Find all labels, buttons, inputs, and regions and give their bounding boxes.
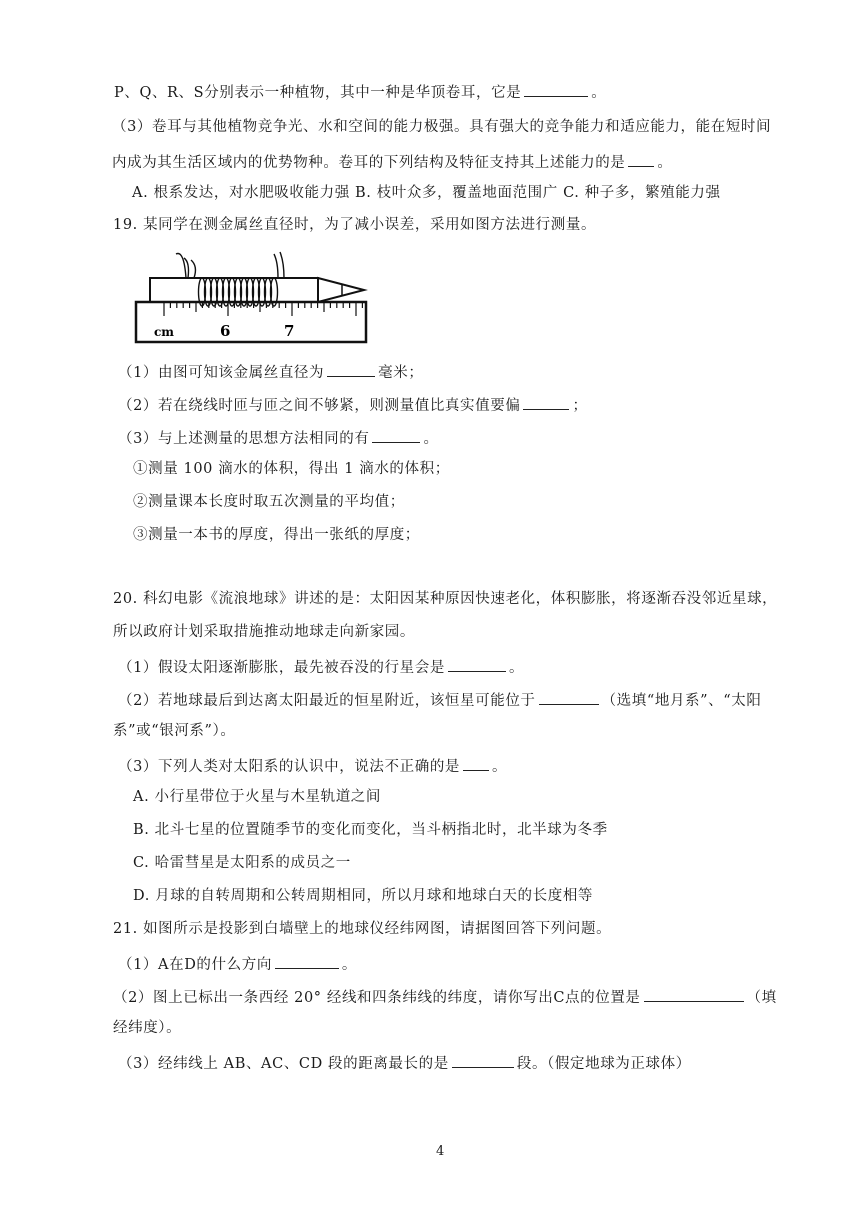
q18-line2: （3）卷耳与其他植物竞争光、水和空间的能力极强。具有强大的竞争能力和适应能力，能在短时间	[112, 119, 772, 135]
q18-line3: 内成为其生活区域内的优势物种。卷耳的下列结构及特征支持其上述能力的是 。	[112, 150, 673, 173]
ruler-unit-label: cm	[154, 325, 175, 339]
answer-blank	[452, 1051, 514, 1068]
q19-part1: （1）由图可知该金属丝直径为 毫米；	[118, 360, 423, 383]
answer-blank	[628, 150, 654, 167]
page-number: 4	[436, 1144, 445, 1159]
q21-part3: （3）经纬线上 AB、AC、CD 段的距离最长的是 段。（假定地球为正球体）	[118, 1051, 691, 1074]
q20-part1: （1）假设太阳逐渐膨胀，最先被吞没的行星会是 。	[118, 655, 524, 678]
q19-item-1: ①测量 100 滴水的体积，得出 1 滴水的体积；	[133, 461, 450, 477]
q20-option-b: B. 北斗七星的位置随季节的变化而变化，当斗柄指北时，北半球为冬季	[133, 822, 608, 838]
answer-blank	[539, 688, 599, 705]
q20-part2: （2）若地球最后到达离太阳最近的恒星附近，该恒星可能位于 （选填“地月系”、“太阳	[118, 688, 761, 711]
answer-blank	[644, 985, 744, 1002]
answer-blank	[275, 952, 339, 969]
q20-option-a: A. 小行星带位于火星与木星轨道之间	[133, 789, 381, 805]
q20-stem-line2: 所以政府计划采取措施推动地球走向新家园。	[113, 624, 415, 640]
q19-stem: 19. 某同学在测金属丝直径时，为了减小误差，采用如图方法进行测量。	[113, 217, 597, 233]
q21-part2-cont: 经纬度）。	[113, 1020, 182, 1036]
q19-item-3: ③测量一本书的厚度，得出一张纸的厚度；	[133, 527, 420, 543]
answer-blank	[523, 393, 569, 410]
q20-part3: （3）下列人类对太阳系的认识中，说法不正确的是 。	[118, 754, 507, 777]
ruler-tick-label-7: 7	[284, 322, 295, 340]
q20-part2-cont: 系”或“银河系”）。	[113, 723, 236, 739]
q21-stem: 21. 如图所示是投影到白墙壁上的地球仪经纬网图，请据图回答下列问题。	[113, 921, 612, 937]
answer-blank	[448, 655, 506, 672]
answer-blank	[372, 426, 420, 443]
q20-stem-line1: 20. 科幻电影《流浪地球》讲述的是：太阳因某种原因快速老化，体积膨胀，将逐渐吞没邻近星球，	[113, 591, 778, 607]
q19-part3: （3）与上述测量的思想方法相同的有 。	[118, 426, 439, 449]
pencil-tip	[318, 278, 364, 302]
ruler-coil-figure	[128, 248, 376, 346]
q18-line1: P、Q、R、S分别表示一种植物，其中一种是华顶卷耳，它是 。	[114, 80, 606, 103]
q21-part1: （1）A在D的什么方向 。	[118, 952, 357, 975]
q18-options: A. 根系发达，对水肥吸收能力强 B. 枝叶众多，覆盖地面范围广 C. 种子多，繁殖能力强	[132, 185, 721, 201]
q19-item-2: ②测量课本长度时取五次测量的平均值；	[133, 494, 405, 510]
q20-option-d: D. 月球的自转周期和公转周期相同，所以月球和地球白天的长度相等	[133, 888, 594, 904]
ruler-tick-label-6: 6	[220, 322, 231, 340]
answer-blank	[524, 80, 588, 97]
q20-option-c: C. 哈雷彗星是太阳系的成员之一	[133, 855, 351, 871]
answer-blank	[463, 754, 489, 771]
answer-blank	[327, 360, 375, 377]
q19-part2: （2）若在绕线时匝与匝之间不够紧，则测量值比真实值要偏 ；	[118, 393, 588, 416]
q21-part2: （2）图上已标出一条西经 20° 经线和四条纬线的纬度，请你写出C点的位置是 （填	[113, 985, 777, 1008]
